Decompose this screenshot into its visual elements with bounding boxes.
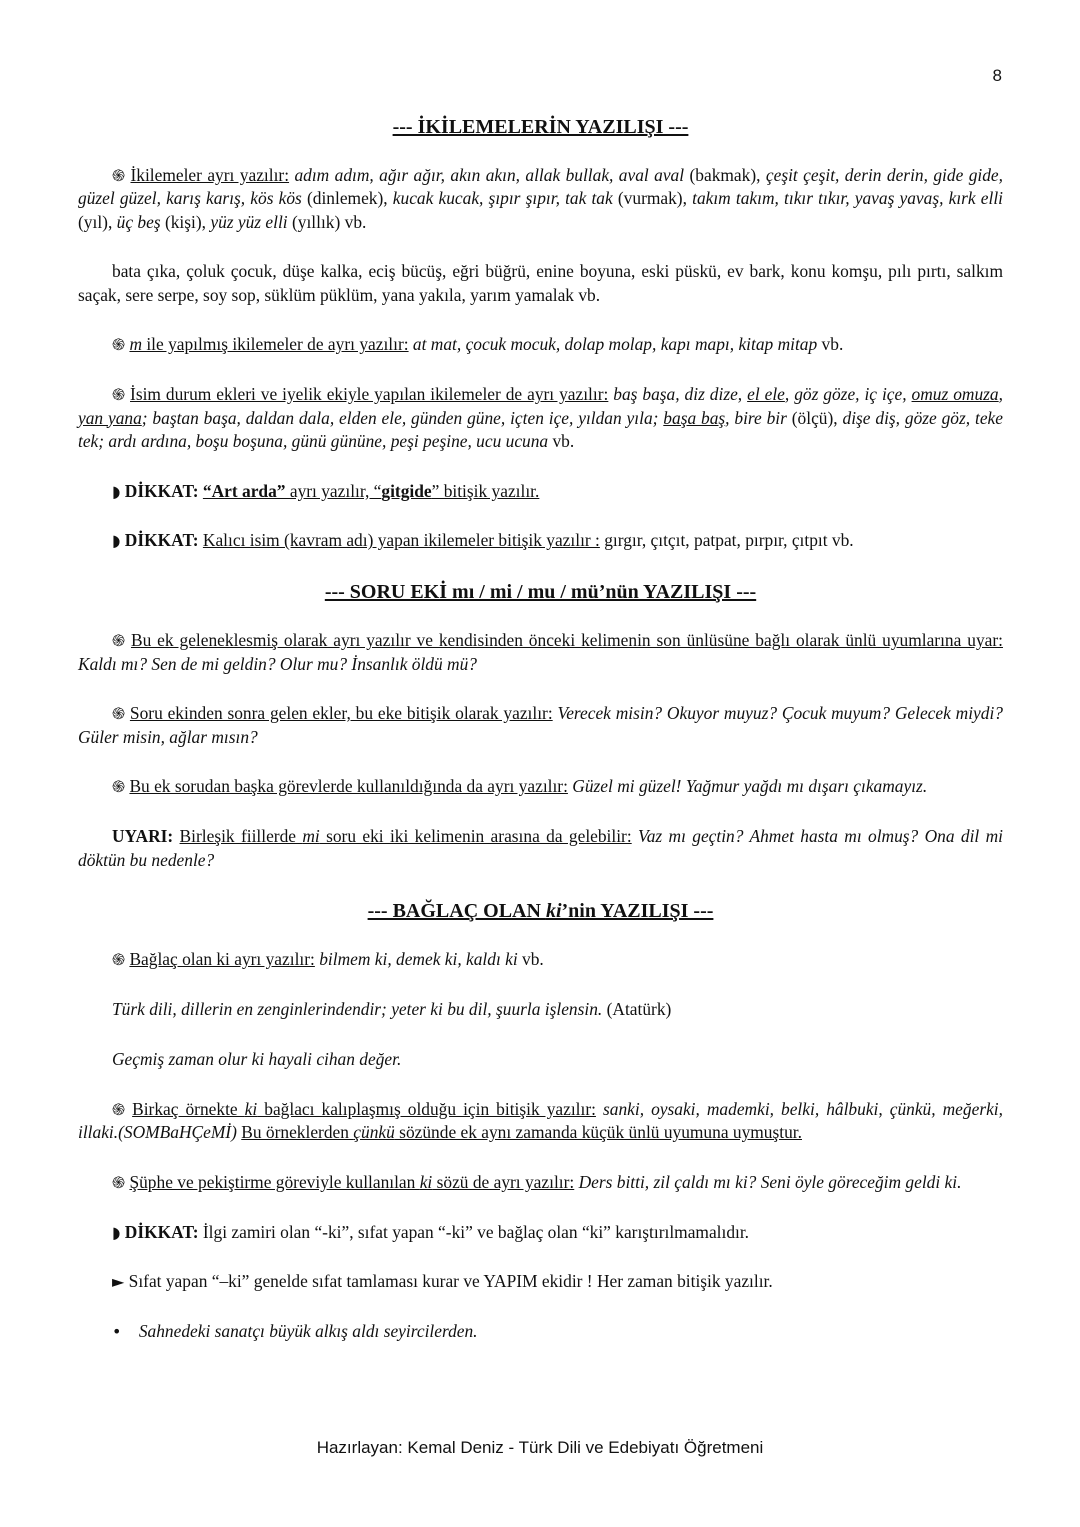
paragraph (78, 260, 1003, 307)
text-segment: Geçmiş zaman olur ki hayali cihan değer. (112, 1048, 402, 1069)
text-segment: Vaz mı geçtin? Ahmet hasta mı olmuş? Ona dil mi döktün bu nedenle? (78, 826, 1003, 870)
swirl-bullet-icon: ֍ (112, 950, 126, 970)
paragraph (78, 480, 1003, 503)
document-body (78, 114, 1003, 1370)
text-segment: ; baştan başa, daldan dala, elden ele, günden güne, içten içe, yıldan yıla; (141, 407, 664, 428)
text-segment: ki (419, 1171, 433, 1192)
text-segment: bata çıka, çoluk çocuk, düşe kalka, eciş bücüş, eğri büğrü, enine boyuna, eski püskü, ev bark, konu komşu, pılı pırtı, salkım saçak, sere serpe, soy sop, süklüm püklüm, yana yakıla, yarım yamalak vb. (78, 261, 1003, 305)
text-segment: sanki, oysaki, mademki, belki, hâlbuki, çünkü, meğerki, illaki.(SOMBaHÇeMİ) (78, 1098, 1003, 1143)
section-heading (78, 579, 1003, 605)
paragraph (78, 825, 1003, 872)
text-segment: ki (244, 1098, 258, 1119)
text-segment: çünkü (353, 1122, 395, 1143)
text-segment: , bire bir (725, 407, 787, 428)
text-segment: (kişi), (160, 211, 211, 232)
text-segment: Güzel mi güzel! Yağmur yağdı mı dışarı çıkamayız. (567, 776, 928, 797)
paragraph (78, 164, 1003, 234)
paragraph (78, 333, 1003, 356)
text-segment: Sahnedeki sanatçı büyük alkış aldı seyircilerden. (138, 1321, 478, 1342)
text-segment: Kalıcı isim (kavram adı) yapan ikilemeler bitişik yazılır : (202, 530, 600, 551)
text-segment: Ders bitti, zil çaldı mı ki? Seni öyle göreceğim geldi ki. (574, 1171, 962, 1192)
text-segment: Soru ekinden sonra gelen ekler, bu eke bitişik olarak yazılır: (129, 703, 553, 724)
text-segment: yan yana (78, 407, 142, 428)
swirl-bullet-icon: ֍ (112, 704, 126, 724)
text-segment: baş başa, diz dize, (608, 384, 748, 405)
text-segment: adım adım, ağır ağır, akın akın, allak bullak, aval aval (289, 165, 685, 185)
text-segment: , (998, 384, 1003, 405)
text-segment: Şüphe ve pekiştirme göreviyle kullanılan (129, 1171, 420, 1192)
swirl-bullet-icon: ֍ (112, 1172, 126, 1192)
swirl-bullet-icon: ֍ (112, 385, 126, 405)
text-segment: üç beş (116, 211, 161, 232)
text-segment: bilmem ki, demek ki, kaldı ki (314, 949, 518, 970)
attention-d-icon: ◗ (112, 531, 121, 551)
text-segment: Bağlaç olan ki ayrı yazılır: (129, 949, 315, 970)
text-segment: İsim durum ekleri ve iyelik ekiyle yapılan ikilemeler de ayrı yazılır: (130, 384, 609, 405)
text-segment: sözü de ayrı yazılır: (432, 1171, 575, 1192)
text-segment: vb. (817, 334, 844, 355)
page-number: 8 (992, 66, 1002, 85)
paragraph (78, 702, 1003, 749)
text-segment: vb. (517, 949, 544, 970)
text-segment: dişe diş, göze göz, teke tek; ardı ardına, boşu boşuna, günü gününe, peşi peşine, ucu ucuna (78, 407, 1003, 451)
text-segment: m (129, 334, 142, 355)
text-segment: --- SORU EKİ mı / mi / mu / mü’nün YAZILIŞI --- (324, 581, 757, 604)
swirl-bullet-icon: ֍ (112, 166, 126, 185)
text-segment: vb. (548, 430, 575, 451)
text-segment: soru eki iki kelimenin arasına da gelebilir: (319, 826, 632, 847)
bullet-dot-icon: • (112, 1322, 122, 1342)
paragraph (78, 1270, 1003, 1293)
text-segment: Bu örneklerden (241, 1122, 354, 1143)
text-segment: başa baş (663, 407, 726, 428)
text-segment: Kaldı mı? Sen de mi geldin? Olur mu? İnsanlık öldü mü? (78, 653, 477, 674)
text-segment: sözünde ek aynı zamanda küçük ünlü uyumuna uymuştur. (394, 1122, 802, 1143)
paragraph (78, 529, 1003, 552)
text-segment: ” bitişik yazılır. (431, 480, 540, 501)
text-segment: İkilemeler ayrı yazılır: (130, 165, 290, 185)
paragraph (78, 1098, 1003, 1145)
text-segment: (vurmak), (612, 188, 693, 209)
text-segment: ayrı yazılır, “ (285, 480, 382, 501)
text-segment: “Art arda” (202, 480, 286, 501)
paragraph (78, 775, 1003, 798)
paragraph (78, 948, 1003, 971)
text-segment: DİKKAT: (124, 1221, 199, 1242)
paragraph (78, 998, 1003, 1021)
text-segment: (yıl), (78, 211, 117, 232)
text-segment: Türk dili, dillerin en zenginlerindendir; yeter ki bu dil, şuurla işlensin. (112, 999, 603, 1020)
text-segment: ile yapılmış ikilemeler de ayrı yazılır: (142, 334, 409, 355)
text-segment: (ölçü), (786, 407, 843, 428)
paragraph (78, 1221, 1003, 1244)
text-segment: --- BAĞLAÇ OLAN (367, 900, 546, 923)
paragraph (78, 629, 1003, 676)
section-heading (78, 898, 1003, 924)
paragraph (78, 1320, 1003, 1343)
text-segment: --- İKİLEMELERİN YAZILIŞI --- (392, 116, 689, 138)
text-segment: at mat, çocuk mocuk, dolap molap, kapı mapı, kitap mitap (408, 334, 818, 355)
section-heading (78, 114, 1003, 140)
text-segment: DİKKAT: (124, 530, 199, 551)
text-segment: (dinlemek), (301, 188, 393, 209)
text-segment: çeşit çeşit, derin derin, gide gide, güzel güzel, karış karış, kös kös (78, 165, 1003, 209)
text-segment: Bu ek sorudan başka görevlerde kullanıldığında da ayrı yazılır: (129, 776, 568, 797)
attention-d-icon: ◗ (112, 481, 121, 501)
text-segment: (yıllık) vb. (287, 211, 367, 232)
swirl-bullet-icon: ֍ (112, 335, 126, 355)
text-segment: UYARI: (112, 826, 174, 847)
text-segment: Birkaç örnekte (132, 1098, 245, 1119)
text-segment: bağlacı kalıplaşmış olduğu için bitişik yazılır: (257, 1098, 596, 1119)
text-segment: Birleşik fiillerde (179, 826, 303, 847)
text-segment: el ele (747, 384, 785, 405)
paragraph (78, 1048, 1003, 1071)
text-segment: DİKKAT: (124, 480, 199, 501)
text-segment: Sıfat yapan “–ki” genelde sıfat tamlaması kurar ve YAPIM ekidir ! Her zaman bitişik yazılır. (128, 1271, 773, 1292)
text-segment: mi (302, 826, 320, 847)
text-segment: İlgi zamiri olan “-ki”, sıfat yapan “-ki” ve bağlaç olan “ki” karıştırılmamalıdır. (198, 1221, 750, 1242)
attention-d-icon: ◗ (112, 1222, 121, 1242)
text-segment: gırgır, çıtçıt, patpat, pırpır, çıtpıt vb. (599, 530, 854, 551)
text-segment: ’nin YAZILIŞI --- (561, 900, 714, 923)
text-segment: (Atatürk) (602, 999, 672, 1020)
text-segment: omuz omuza (911, 384, 999, 405)
text-segment: , göz göze, iç içe, (784, 384, 912, 405)
swirl-bullet-icon: ֍ (112, 1099, 126, 1119)
text-segment: kucak kucak, şıpır şıpır, tak tak (392, 188, 613, 209)
text-segment: ki (545, 900, 562, 923)
footer-author: Hazırlayan: Kemal Deniz - Türk Dili ve Edebiyatı Öğretmeni (316, 1438, 764, 1457)
text-segment: yüz yüz elli (210, 211, 288, 232)
text-segment: Bu ek geleneklesmiş olarak ayrı yazılır ve kendisinden önceki kelimenin son ünlüsüne bağlı olarak ünlü uyumlarına uyar: (130, 630, 1003, 651)
swirl-bullet-icon: ֍ (112, 777, 126, 797)
paragraph (78, 383, 1003, 453)
text-segment: takım takım, tıkır tıkır, yavaş yavaş, kırk elli (692, 188, 1004, 209)
arrow-right-icon: ► (112, 1272, 125, 1292)
text-segment: Verecek misin? Okuyor muyuz? Çocuk muyum? Gelecek miydi? Güler misin, ağlar mısın? (78, 703, 1003, 747)
text-segment: (bakmak), (684, 165, 766, 185)
paragraph (78, 1171, 1003, 1194)
text-segment: gitgide (381, 480, 432, 501)
swirl-bullet-icon: ֍ (112, 631, 126, 651)
